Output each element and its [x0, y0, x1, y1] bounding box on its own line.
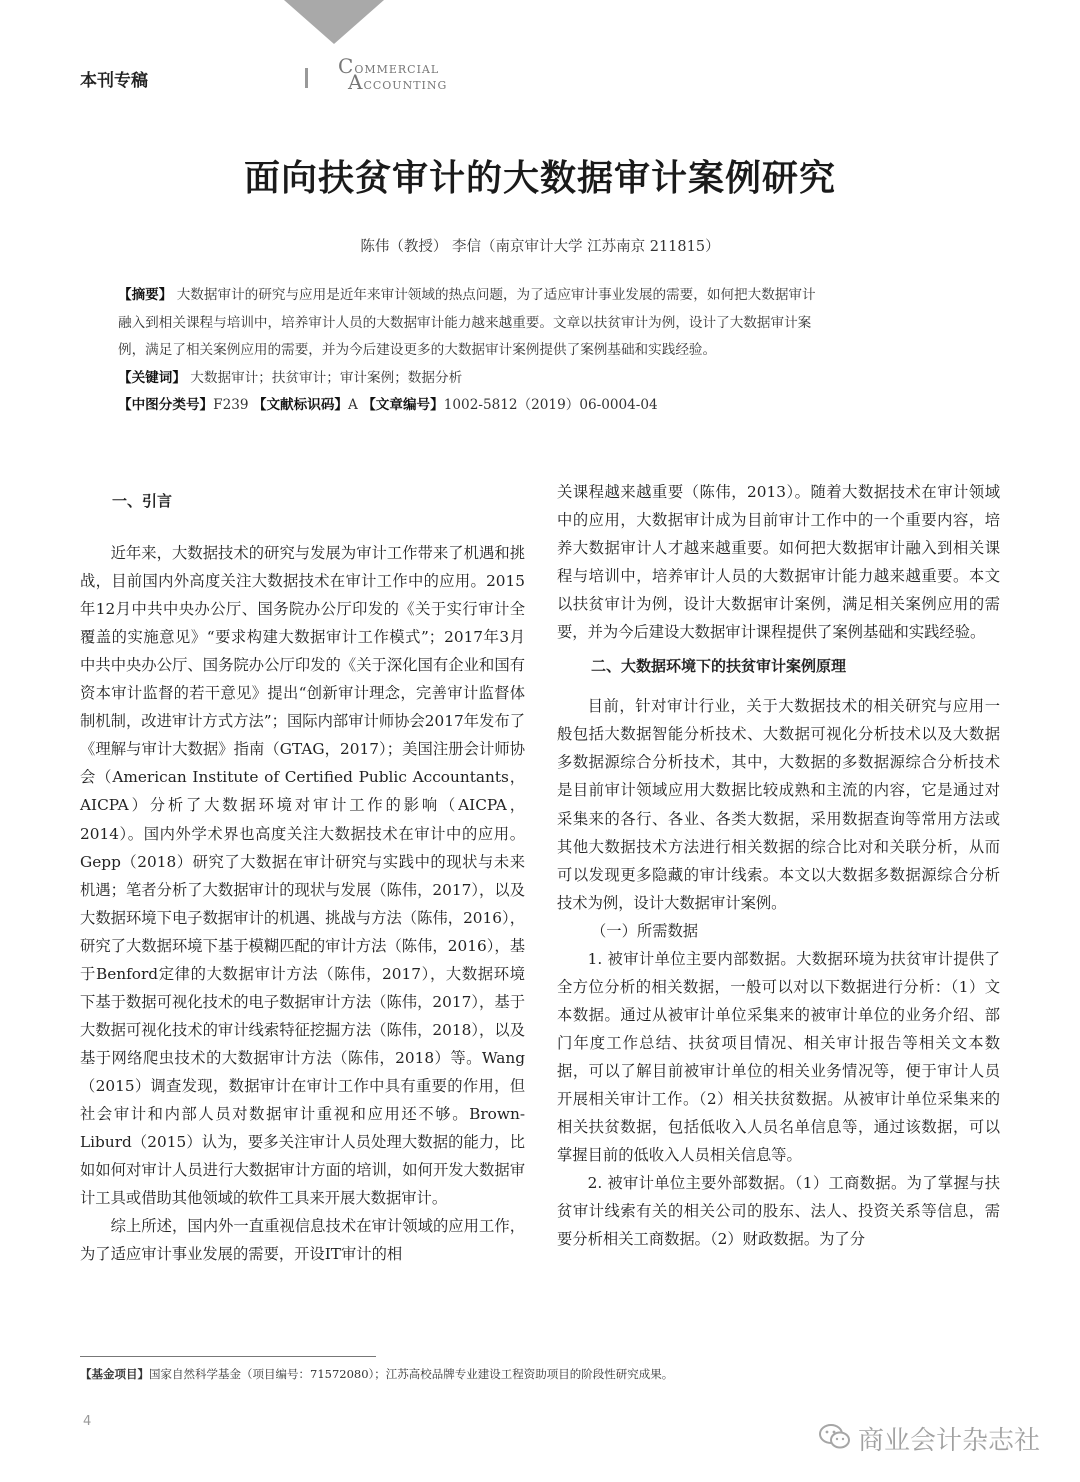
watermark	[818, 1420, 1040, 1457]
watermark-text: 商业会计杂志社	[858, 1426, 1041, 1456]
subsection-heading: （一）所需数据	[591, 921, 699, 940]
abstract-label: 【摘要】	[118, 287, 173, 303]
wechat-icon	[818, 1423, 852, 1455]
paragraph: 近年来，大数据技术的研究与发展为审计工作带来了机遇和挑战，目前国内外高度关注大数据技术在审计工作中的应用。2015年12月中共中央办公厅、国务院办公厅印发的《关于实行审计全覆盖的实施意见》“要求构建大数据审计工作模式”；2017年3月中共中央办公厅、国务院办公厅印发的《关于深化国有企业和国有资本审计监督的若干意见》提出“创新审计理念，完善审计监督体制机制，改进审计方式方法”；国际内部审计师协会2017年发布了《理解与审计大数据》指南（GTAG，2017）；美国注册会计师协会（American Institute of Certified Public Accountants，AICPA）分析了大数据环境对审计工作的影响（AICPA，2014）。国内外学术界也高度关注大数据技术在审计中的应用。Gepp（2018）研究了大数据在审计研究与实践中的现状与未来机遇；笔者分析了大数据审计的现状与发展（陈伟，2017），以及大数据环境下电子数据审计的机遇、挑战与方法（陈伟，2016），研究了大数据环境下基于模糊匹配的审计方法（陈伟，2016），基于Benford定律的大数据审计方法（陈伟，2017），大数据环境下基于数据可视化技术的电子数据审计方法（陈伟，2017），基于大数据可视化技术的审计线索特征挖掘方法（陈伟，2018），以及基于网络爬虫技术的大数据审计方法（陈伟，2018）等。Wang（2015）调查发现，数据审计在审计工作中具有重要的作用，但社会审计和内部人员对数据审计重视和应用还不够。Brown-Liburd（2015）认为，要多关注审计人员处理大数据的能力，比如如何对审计人员进行大数据审计方面的培训，如何开发大数据审计工具或借助其他领域的软件工具来开展大数据审计。	[80, 544, 525, 1208]
journal-brand-logo: COMMERCIAL ACCOUNTING	[338, 54, 448, 94]
paragraph: 关课程越来越重要（陈伟，2013）。随着大数据技术在审计领域中的应用，大数据审计成为目前审计工作中的一个重要内容，培养大数据审计人才越来越重要。如何把大数据审计融入到相关课程与培训中，培养审计人员的大数据审计能力越来越重要。本文以扶贫审计为例，设计大数据审计案例，满足相关案例应用的需要，并为今后建设大数据审计课程提供了案例基础和实践经验。	[557, 483, 1000, 642]
page-number: 4	[83, 1414, 92, 1429]
paragraph: 综上所述，国内外一直重视信息技术在审计领域的应用工作，为了适应审计事业发展的需要，开设IT审计的相	[80, 1217, 525, 1264]
classification-line: 【中图分类号】F239 【文献标识码】A 【文章编号】1002-5812（2019）06-0004-04	[118, 397, 658, 413]
keywords-label: 【关键词】	[118, 369, 186, 386]
right-column	[557, 478, 1000, 1253]
section-heading-principle: 二、大数据环境下的扶贫审计案例原理	[591, 657, 847, 676]
paragraph: 2. 被审计单位主要外部数据。（1）工商数据。为了掌握与扶贫审计线索有关的相关公司的股东、法人、投资关系等信息，需要分析相关工商数据。（2）财政数据。为了分	[557, 1174, 1000, 1249]
footnote: 【基金项目】国家自然科学基金（项目编号：71572080）；江苏高校品牌专业建设工程资助项目的阶段性研究成果。	[80, 1367, 674, 1381]
section-heading-intro: 一、引言	[112, 492, 173, 510]
left-column	[80, 480, 525, 1268]
abstract-line-2: 融入到相关课程与培训中，培养审计人员的大数据审计能力越来越重要。文章以扶贫审计为例，设计了大数据审计案	[118, 314, 812, 331]
article-title: 面向扶贫审计的大数据审计案例研究	[243, 158, 836, 199]
article-authors: 陈伟（教授） 李信（南京审计大学 江苏南京 211815）	[360, 239, 720, 255]
abstract-line-3: 例，满足了相关案例应用的需要，并为今后建设更多的大数据审计案例提供了案例基础和实践经验。	[118, 342, 717, 358]
abstract-line-1: 【摘要】 大数据审计的研究与应用是近年来审计领域的热点问题，为了适应审计事业发展的需要，如何把大数据审计	[118, 287, 816, 303]
keywords-line	[118, 365, 978, 393]
abstract-block	[118, 282, 978, 420]
keywords: 大数据审计；扶贫审计；审计案例；数据分析	[190, 369, 463, 386]
footnote-rule	[80, 1356, 376, 1357]
section-label: 本刊专稿	[80, 71, 148, 91]
header-divider	[305, 68, 308, 88]
header-triangle-decoration	[284, 0, 384, 44]
paragraph: 目前，针对审计行业，关于大数据技术的相关研究与应用一般包括大数据智能分析技术、大数据可视化分析技术以及大数据多数据源综合分析技术，其中，大数据的多数据源综合分析技术是目前审计领域应用大数据比较成熟和主流的内容，它是通过对采集来的各行、各业、各类大数据，采用数据查询等常用方法或其他大数据技术方法进行相关数据的综合比对和关联分析，从而可以发现更多隐藏的审计线索。本文以大数据多数据源综合分析技术为例，设计大数据审计案例。	[557, 697, 1000, 912]
paragraph: 1. 被审计单位主要内部数据。大数据环境为扶贫审计提供了全方位分析的相关数据，一般可以对以下数据进行分析：（1）文本数据。通过从被审计单位采集来的被审计单位的业务介绍、部门年度工作总结、扶贫项目情况、相关审计报告等相关文本数据，可以了解目前被审计单位的相关业务情况等，便于审计人员开展相关审计工作。（2）相关扶贫数据。从被审计单位采集来的相关扶贫数据，包括低收入人员名单信息等，通过该数据，可以掌握目前的低收入人员相关信息等。	[557, 949, 1000, 1165]
